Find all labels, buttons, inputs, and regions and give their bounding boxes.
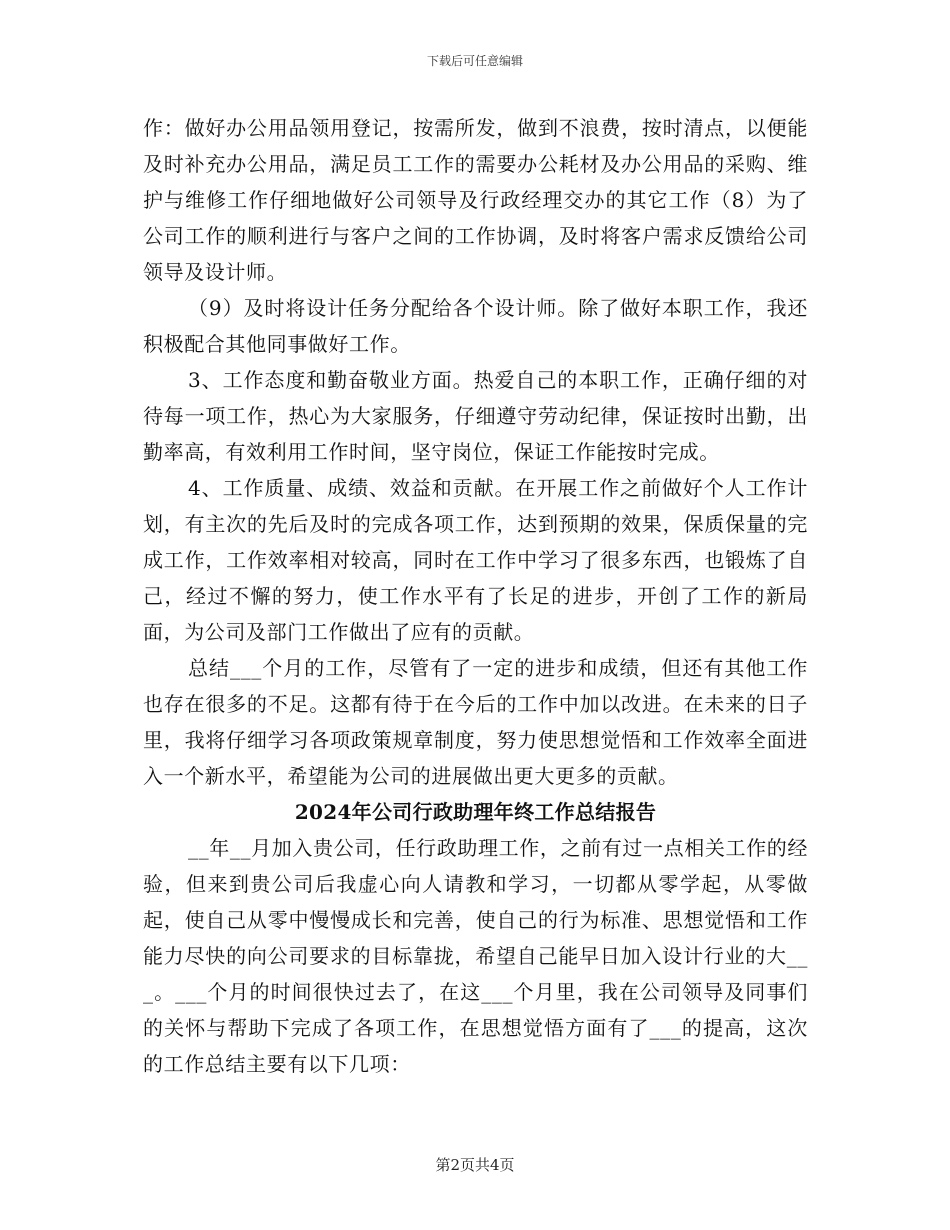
document-body bbox=[143, 110, 808, 1082]
paragraph-work-quality: 4、工作质量、成绩、效益和贡献。在开展工作之前做好个人工作计划，有主次的先后及时的完成各项工作，达到预期的效果，保质保量的完成工作，工作效率相对较高，同时在工作中学习了很多东西，也锻炼了自己，经过不懈的努力，使工作水平有了长足的进步，开创了工作的新局面，为公司及部门工作做出了应有的贡献。 bbox=[143, 476, 808, 644]
paragraph-design-tasks: （9）及时将设计任务分配给各个设计师。除了做好本职工作，我还积极配合其他同事做好工作。 bbox=[143, 296, 808, 356]
paragraph-summary: 总结___个月的工作，尽管有了一定的进步和成绩，但还有其他工作也存在很多的不足。这都有待于在今后的工作中加以改进。在未来的日子里，我将仔细学习各项政策规章制度，努力使思想觉悟和工作效率全面进入一个新水平，希望能为公司的进展做出更大更多的贡献。 bbox=[143, 656, 808, 788]
page-header: 下载后可任意编辑 bbox=[426, 54, 523, 68]
paragraph-work-attitude: 3、工作态度和勤奋敬业方面。热爱自己的本职工作，正确仔细的对待每一项工作，热心为大家服务，仔细遵守劳动纪律，保证按时出勤，出勤率高，有效利用工作时间，坚守岗位，保证工作能按时完成。 bbox=[143, 368, 808, 464]
page-number: 第2页共4页 bbox=[435, 1156, 515, 1174]
paragraph-office-supplies: 作：做好办公用品领用登记，按需所发，做到不浪费，按时清点，以便能及时补充办公用品，满足员工工作的需要办公耗材及办公用品的采购、维护与维修工作仔细地做好公司领导及行政经理交办的其它工作（8）为了公司工作的顺利进行与客户之间的工作协调，及时将客户需求反馈给公司领导及设计师。 bbox=[143, 116, 808, 284]
paragraph-report-intro: __年__月加入贵公司，任行政助理工作，之前有过一点相关工作的经验，但来到贵公司后我虚心向人请教和学习，一切都从零学起，从零做起，使自己从零中慢慢成长和完善，使自己的行为标准、思想觉悟和工作能力尽快的向公司要求的目标靠拢，希望自己能早日加入设计行业的大___。___个月的时间很快过去了，在这___个月里，我在公司领导及同事们的关怀与帮助下完成了各项工作，在思想觉悟方面有了___的提高，这次的工作总结主要有以下几项： bbox=[143, 836, 808, 1076]
section-title: 2024年公司行政助理年终工作总结报告 bbox=[294, 800, 657, 824]
